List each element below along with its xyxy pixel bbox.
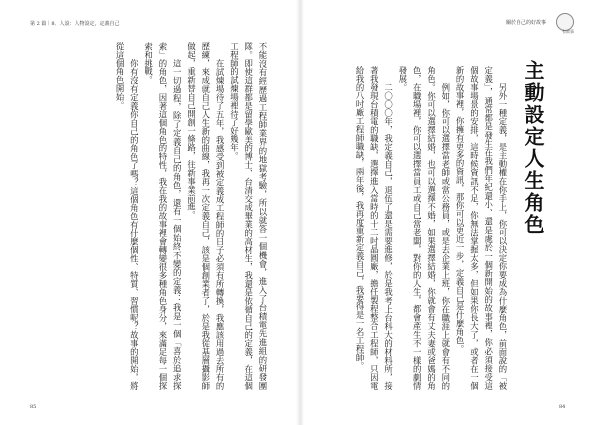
paragraph: 另外一種定義，是主動權在你手上，你可以決定你要成為什麼角色，前面說的「被定義」，通常都是發生在我們年紀還小、還是處於一個新開始的故事裡，你必須接受這個故事場景的安排，這時候資訊不足，你無法掌握太多，但如果你長大了，或者在一個新的故事裡，你擁有更多的資訊，那你可以更近一步，定義自己是什麼角色。 xyxy=(455,66,508,390)
running-head: 第 2 篇｜8．人設：人物設定，定義自己 xyxy=(30,21,120,27)
right-page-body xyxy=(307,66,510,390)
paragraph: 你有沒有定義你自己的角色了嗎？這個角色有什麼個性、特質、習慣呢？故事的開始，將從這個角色開始。 xyxy=(115,42,140,390)
paragraph: 不能沒有經歷過工程師業界的地獄考驗，所以就答一個機會，進入了台積電先進組的研發團隊。即使這群都是留學歐美的博士、台清交成畢業的高材生，我還是依循自己的定義，在這個工程師的試煉場裡待了好幾年。 xyxy=(229,42,268,390)
paragraph: 例如，你可以選擇當老師或當公務員，或是去企業上班，你在職涯上就會有不同的角色。你可以選擇結婚，也可以選擇不婚，如果選擇結婚，你就會有丈夫妻或爸媽的角色，在職場裡，你可以選擇當員工或自己當老闆，對你的人生，都會產生不一樣的劇情發展。 xyxy=(397,66,451,390)
page-number-right: 84 xyxy=(559,404,566,410)
paragraph: 在試煉場待了五年，我感受到被定義成工程師的日子必須有所轉換，我應該用過去所有的歷練，來成就自己人生新的曲線，我再一次定義自己，該是個創業者了，於是我從基層攝影師做起，重新替自己開創一條路，往新事業前進。 xyxy=(186,42,226,390)
page-number-left: 85 xyxy=(30,404,37,410)
book-title: 關於自己的好故事 xyxy=(505,20,546,26)
paragraph: 二〇〇〇年，我定義自己，退伍了還是需要進修，於是我考上台科大的材料所，接著我發現台積電的職缺，選擇進入當時的十二吋晶圓廠，擔任製程整合工程師，只因電給我的八吋廠工程師職缺，兩年後，我再度重新定義自己，我要得是一名工程師。 xyxy=(355,66,394,390)
section-title: 主動設定人生角色 xyxy=(521,60,545,236)
right-running-head xyxy=(478,16,574,34)
paragraph: 這一切過程，除了定義自己的角色，還有一個始終不變的定義：我是一個「喜於追求探索」的角色，因著這個角色的特性，我在我的故事裡會轉變很多種角色身分，來滿足每一個探索和挑戰。 xyxy=(143,42,183,390)
left-page-body xyxy=(86,42,270,390)
badge-label: 有故事 xyxy=(562,29,574,34)
